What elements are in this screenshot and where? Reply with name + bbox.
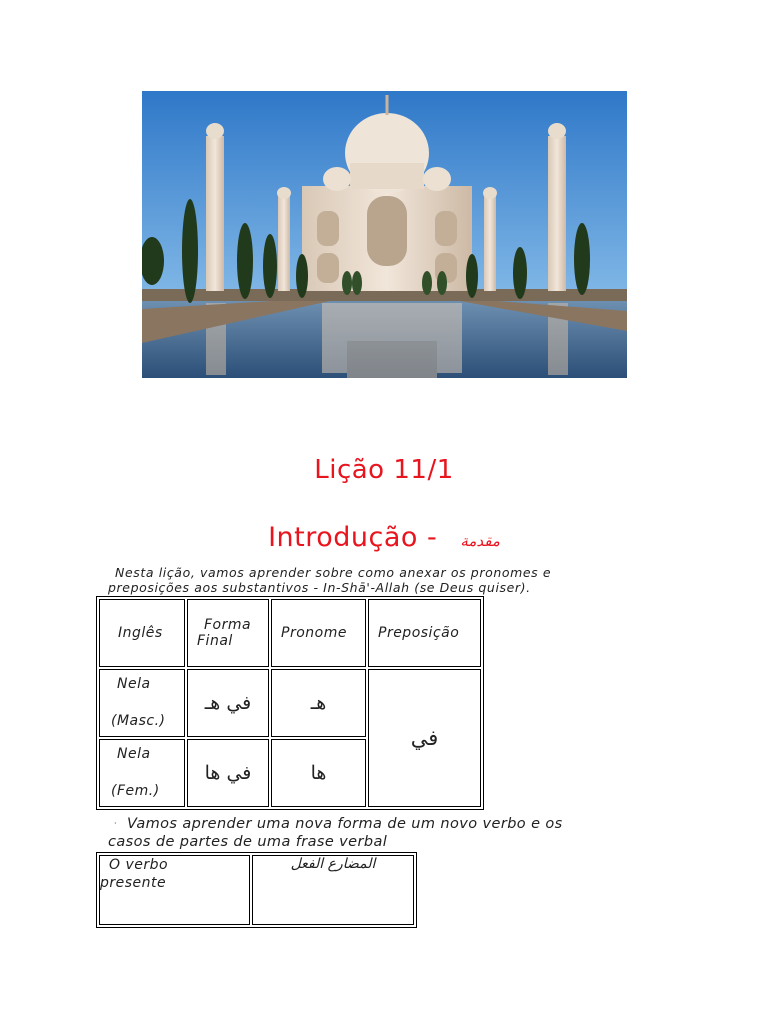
verb-label-1: O verbo [109, 857, 169, 873]
intro-line-2: preposições aos substantivos - In-Shā'-Allah (se Deus quiser). [108, 580, 531, 595]
verb-label-2: presente [100, 875, 167, 891]
verb-table [96, 852, 417, 928]
note-paragraph [108, 815, 648, 851]
note-line-1: Vamos aprender uma nova forma de um novo verbo e os [126, 816, 563, 832]
intro-heading [0, 522, 768, 553]
row-label [99, 669, 185, 737]
final-form-cell: في ها [187, 739, 269, 807]
header-final: Final [197, 633, 233, 649]
table-header-row [99, 599, 481, 667]
header-ingles: Inglês [99, 599, 185, 667]
intro-heading-arabic: مقدمة [460, 532, 500, 550]
bullet-icon: · [114, 819, 117, 828]
row-label-2: (Masc.) [111, 713, 166, 729]
table-row [99, 855, 414, 925]
pronoun-cell: ها [271, 739, 366, 807]
table-row [99, 669, 481, 737]
verb-arabic-cell: المضارع الفعل [252, 855, 414, 925]
pronoun-cell: هـ [271, 669, 366, 737]
intro-paragraph [108, 565, 628, 595]
note-line-2: casos de partes de uma frase verbal [108, 834, 388, 850]
header-preposicao: Preposição [368, 599, 481, 667]
taj-mahal-photo [142, 91, 627, 378]
pronoun-table [96, 596, 484, 810]
preposition-cell: في [368, 669, 481, 807]
header-forma: Forma [204, 617, 252, 633]
header-pronome: Pronome [271, 599, 366, 667]
lesson-title: Lição 11/1 [314, 455, 454, 485]
final-form-cell: في هـ [187, 669, 269, 737]
row-label-1: Nela [117, 746, 151, 762]
header-forma-final [187, 599, 269, 667]
intro-heading-text: Introdução - [268, 522, 438, 553]
intro-line-1: Nesta lição, vamos aprender sobre como anexar os pronomes e [115, 565, 552, 580]
row-label [99, 739, 185, 807]
verb-label-cell [99, 855, 250, 925]
row-label-2: (Fem.) [111, 783, 160, 799]
row-label-1: Nela [117, 676, 151, 692]
